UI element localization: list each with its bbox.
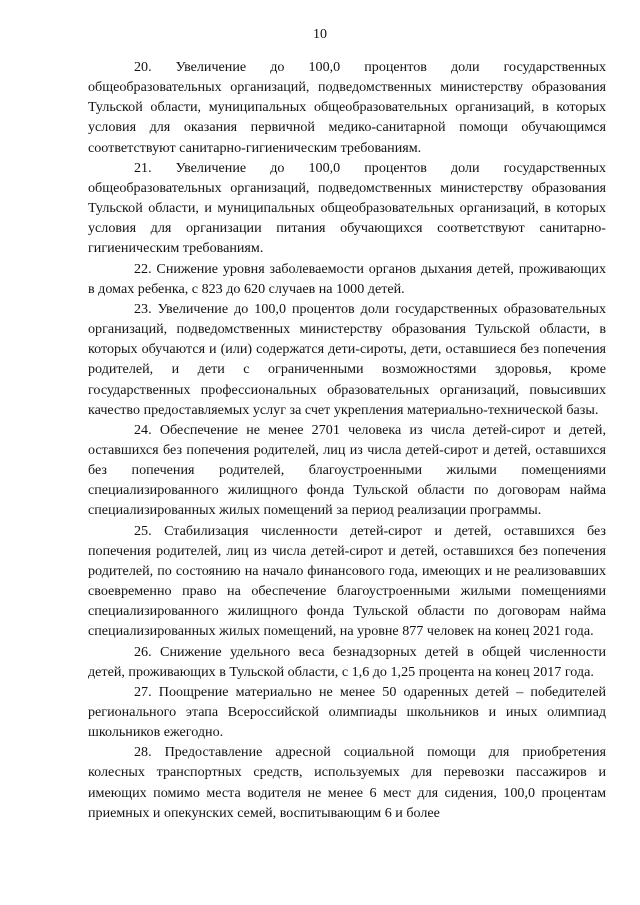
paragraph-item-24: 24. Обеспечение не менее 2701 человека из числа детей-сирот и детей, оставшихся без попечения родителей, лиц из числа детей-сирот и детей, оставшихся без попечения родителей, благоустроенными жилыми помещениями специализированного жилищного фонда Тульской области по договорам найма специализированных жилых помещений за период реализации программы.: [88, 421, 606, 519]
page-number: 10: [313, 27, 327, 42]
paragraph-item-22: 22. Снижение уровня заболеваемости органов дыхания детей, проживающих в домах ребенка, с 823 до 620 случаев на 1000 детей.: [88, 260, 606, 297]
paragraph-item-26: 26. Снижение удельного веса безнадзорных детей в общей численности детей, проживающих в Тульской области, с 1,6 до 1,25 процента на конец 2017 года.: [88, 643, 606, 680]
paragraph-item-28: 28. Предоставление адресной социальной помощи для приобретения колесных транспортных средств, используемых для перевозки пассажиров и имеющих помимо места водителя не менее 6 мест для сидения, 100,0 процентам приемных и опекунских семей, воспитывающим 6 и более: [88, 744, 606, 821]
paragraph-item-23: 23. Увеличение до 100,0 процентов доли государственных образовательных организаций, подведомственных министерству образования Тульской области, в которых обучаются и (или) содержатся дети-сироты, дети, оставшиеся без попечения родителей, и дети с ограниченными возможностями здоровья, кроме государственных профессиональных образовательных организаций, повысивших качество предоставляемых услуг за счет укрепления материально-технической базы.: [88, 300, 606, 418]
document-body: [88, 57, 606, 823]
paragraph-item-25: 25. Стабилизация численности детей-сирот и детей, оставшихся без попечения родителей, лиц из числа детей-сирот и детей, оставшихся без попечения родителей, по состоянию на начало финансового года, имеющих и не реализовавших своевременно право на обеспечение благоустроенными жилыми помещениями специализированного жилищного фонда Тульской области по договорам найма специализированных жилых помещений, на уровне 877 человек на конец 2021 года.: [88, 522, 606, 640]
paragraph-item-20: 20. Увеличение до 100,0 процентов доли государственных общеобразовательных организаций, подведомственных министерству образования Тульской области, муниципальных общеобразовательных организаций, в которых условия для оказания первичной медико-санитарной помощи обучающимся соответствуют санитарно-гигиеническим требованиям.: [88, 59, 606, 156]
paragraph-item-27: 27. Поощрение материально не менее 50 одаренных детей – победителей регионального этапа Всероссийской олимпиады школьников и иных олимпиад школьников ежегодно.: [88, 683, 606, 741]
paragraph-item-21: 21. Увеличение до 100,0 процентов доли государственных общеобразовательных организаций, подведомственных министерству образования Тульской области, и муниципальных общеобразовательных организаций, в которых условия для организации питания обучающихся соответствуют санитарно-гигиеническим требованиям.: [88, 159, 606, 257]
